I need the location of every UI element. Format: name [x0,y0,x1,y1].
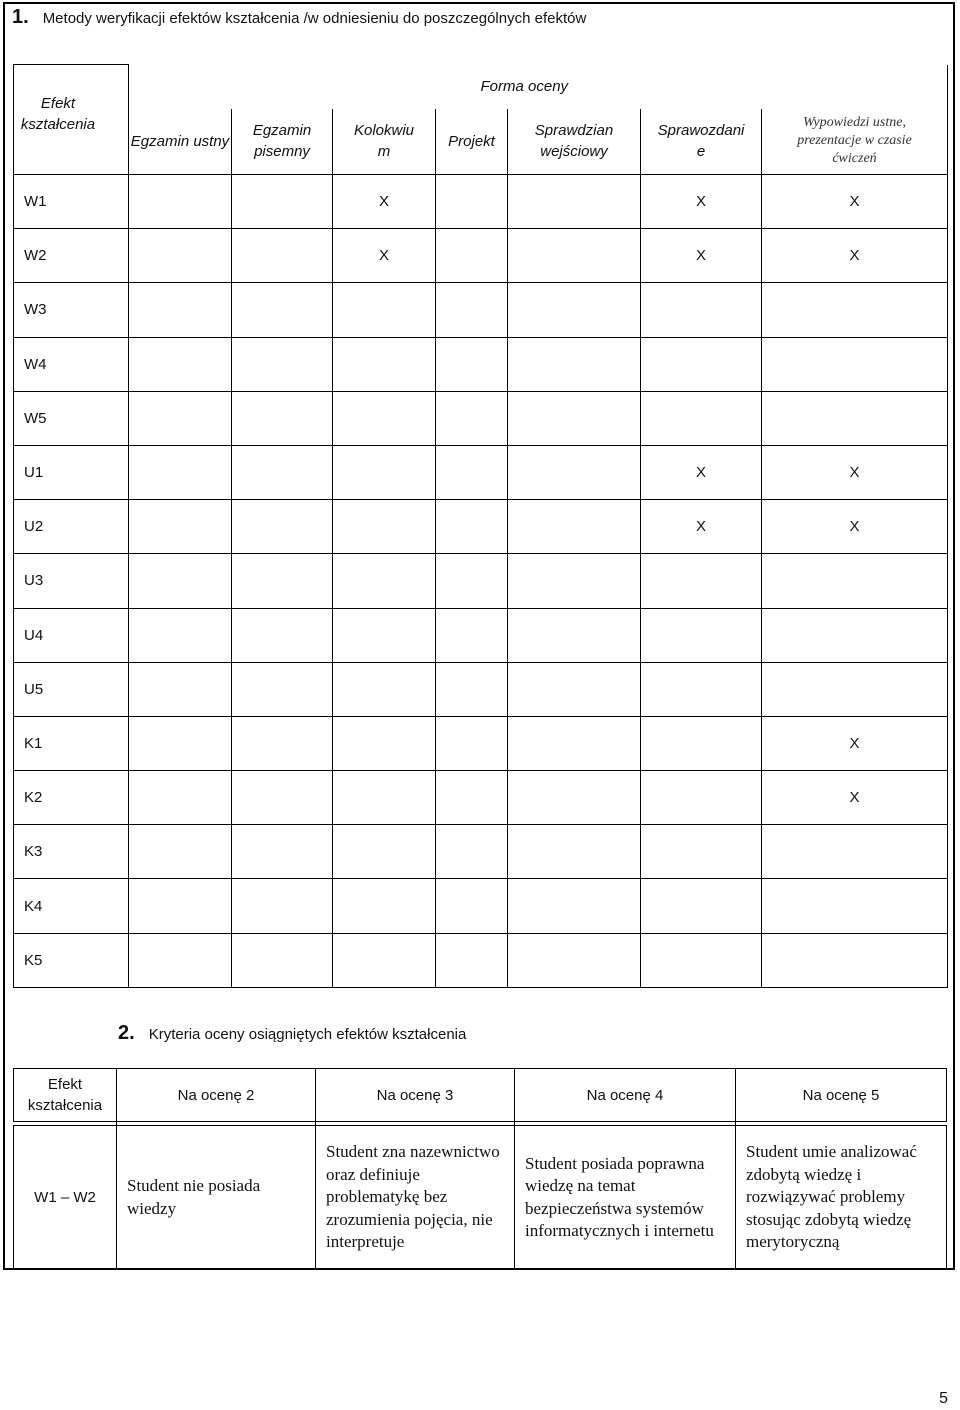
section-1-title: Metody weryfikacji efektów kształcenia /w odniesieniu do poszczególnych efektów [42,10,587,27]
effect-label: W1 [14,175,129,229]
grade-header: Na ocenę 5 [736,1069,947,1122]
mark-cell [436,825,508,879]
mark-cell: X [333,229,436,283]
table-row [14,933,948,987]
mark-cell [641,933,762,987]
mark-cell [508,391,641,445]
mark-cell [129,933,232,987]
grade-4-description: Student posiada poprawna wiedzę na temat bezpieczeństwa systemów informatycznych i internetu [515,1126,736,1270]
grade-3-description: Student zna nazewnictwo oraz definiuje problematykę bez zrozumienia pojęcia, nie interpretuje [316,1126,515,1270]
column-header: Kolokwium [333,109,436,175]
mark-cell [333,500,436,554]
effect-label: K2 [14,771,129,825]
mark-cell: X [641,175,762,229]
effect-header: Efekt kształcenia [14,65,129,175]
mark-cell [129,500,232,554]
mark-cell: X [762,229,948,283]
mark-cell [232,933,333,987]
mark-cell [129,608,232,662]
table-row [14,229,948,283]
mark-cell [508,337,641,391]
table-row [14,879,948,933]
mark-cell [333,716,436,770]
verification-methods-table [13,64,948,988]
effect-label: K1 [14,716,129,770]
mark-cell [641,879,762,933]
mark-cell [436,608,508,662]
section-1-number: 1. [12,6,29,28]
table-row [14,608,948,662]
effect-label: W3 [14,283,129,337]
column-header: Sprawdzian wejściowy [508,109,641,175]
mark-cell [762,933,948,987]
mark-cell [436,879,508,933]
grading-row [14,1126,947,1270]
mark-cell: X [641,229,762,283]
mark-cell [508,825,641,879]
table-row [14,662,948,716]
mark-cell [232,771,333,825]
table-row [14,445,948,499]
mark-cell [129,662,232,716]
mark-cell: X [762,771,948,825]
mark-cell [436,391,508,445]
mark-cell [508,771,641,825]
mark-cell [508,229,641,283]
mark-cell [232,716,333,770]
mark-cell: X [641,500,762,554]
mark-cell [508,933,641,987]
section-2-number: 2. [118,1022,135,1044]
table-row [14,283,948,337]
mark-cell [436,662,508,716]
grading-header-row [14,1069,947,1122]
mark-cell [641,716,762,770]
mark-cell [232,445,333,499]
section-1-heading [12,6,586,29]
mark-cell [232,391,333,445]
mark-cell [641,283,762,337]
mark-cell [333,662,436,716]
mark-cell [641,337,762,391]
mark-cell: X [762,445,948,499]
effect-label: U2 [14,500,129,554]
mark-cell [129,879,232,933]
section-2-title: Kryteria oceny osiągniętych efektów kształcenia [148,1026,467,1043]
mark-cell [762,825,948,879]
mark-cell [762,283,948,337]
mark-cell [436,933,508,987]
mark-cell [508,716,641,770]
effect-label: U5 [14,662,129,716]
mark-cell [762,391,948,445]
grade-header: Na ocenę 2 [117,1069,316,1122]
mark-cell [232,825,333,879]
mark-cell [232,175,333,229]
mark-cell [232,879,333,933]
effect-cell: W1 – W2 [14,1126,117,1270]
mark-cell [333,771,436,825]
effect-label: W5 [14,391,129,445]
mark-cell [641,825,762,879]
table-row [14,391,948,445]
mark-cell [762,662,948,716]
mark-cell [436,283,508,337]
mark-cell [641,391,762,445]
mark-cell [129,825,232,879]
mark-cell [436,337,508,391]
grading-criteria-table [13,1068,947,1270]
mark-cell [333,825,436,879]
mark-cell [129,229,232,283]
form-header: Forma oceny [480,77,569,95]
mark-cell [508,175,641,229]
mark-cell: X [762,716,948,770]
mark-cell [333,554,436,608]
mark-cell [232,662,333,716]
mark-cell [129,283,232,337]
mark-cell [436,229,508,283]
mark-cell [762,608,948,662]
effect-label: W2 [14,229,129,283]
column-header: Wypowiedzi ustne, prezentacje w czasie ćwiczeń [762,109,948,175]
table-row [14,175,948,229]
effect-label: K4 [14,879,129,933]
mark-cell [762,554,948,608]
table-row [14,716,948,770]
column-header-row [14,109,948,175]
mark-cell [333,608,436,662]
mark-cell [333,933,436,987]
effect-label: U1 [14,445,129,499]
table-row [14,337,948,391]
mark-cell [641,662,762,716]
mark-cell [333,879,436,933]
column-header: Sprawozdanie [641,109,762,175]
mark-cell [436,175,508,229]
mark-cell [508,445,641,499]
page-number: 5 [939,1390,948,1407]
mark-cell [333,337,436,391]
mark-cell [508,500,641,554]
mark-cell [508,608,641,662]
mark-cell [436,554,508,608]
table-row [14,825,948,879]
grade-header: Na ocenę 4 [515,1069,736,1122]
mark-cell [232,500,333,554]
mark-cell [436,716,508,770]
mark-cell [641,608,762,662]
mark-cell: X [762,500,948,554]
table-row [14,554,948,608]
mark-cell [232,283,333,337]
mark-cell: X [333,175,436,229]
mark-cell [508,879,641,933]
mark-cell [508,554,641,608]
mark-cell [641,771,762,825]
effect-label: U4 [14,608,129,662]
mark-cell [129,175,232,229]
grade-5-description: Student umie analizować zdobytą wiedzę i rozwiązywać problemy stosując zdobytą wiedzę merytoryczną [736,1126,947,1270]
grade-header: Na ocenę 3 [316,1069,515,1122]
mark-cell [333,391,436,445]
mark-cell: X [762,175,948,229]
mark-cell [129,771,232,825]
mark-cell [129,716,232,770]
mark-cell [232,337,333,391]
effect-label: K5 [14,933,129,987]
table-row [14,771,948,825]
mark-cell [436,500,508,554]
mark-cell [129,445,232,499]
mark-cell [762,879,948,933]
mark-cell [508,283,641,337]
mark-cell [641,554,762,608]
mark-cell [232,608,333,662]
table-row [14,500,948,554]
effect-label: U3 [14,554,129,608]
mark-cell [333,445,436,499]
mark-cell [508,662,641,716]
mark-cell [129,554,232,608]
effect-label: W4 [14,337,129,391]
mark-cell [436,771,508,825]
section-2-heading [118,1022,466,1045]
mark-cell [232,554,333,608]
column-header: Projekt [436,109,508,175]
mark-cell [762,337,948,391]
mark-cell [333,283,436,337]
mark-cell [436,445,508,499]
mark-cell [129,391,232,445]
column-header: Egzamin ustny [129,109,232,175]
mark-cell [232,229,333,283]
table-header-row [14,65,948,109]
column-header: Egzamin pisemny [232,109,333,175]
effect-label: K3 [14,825,129,879]
mark-cell [129,337,232,391]
mark-cell: X [641,445,762,499]
grade-2-description: Student nie posiada wiedzy [117,1126,316,1270]
effect-header: Efekt kształcenia [14,1069,117,1122]
